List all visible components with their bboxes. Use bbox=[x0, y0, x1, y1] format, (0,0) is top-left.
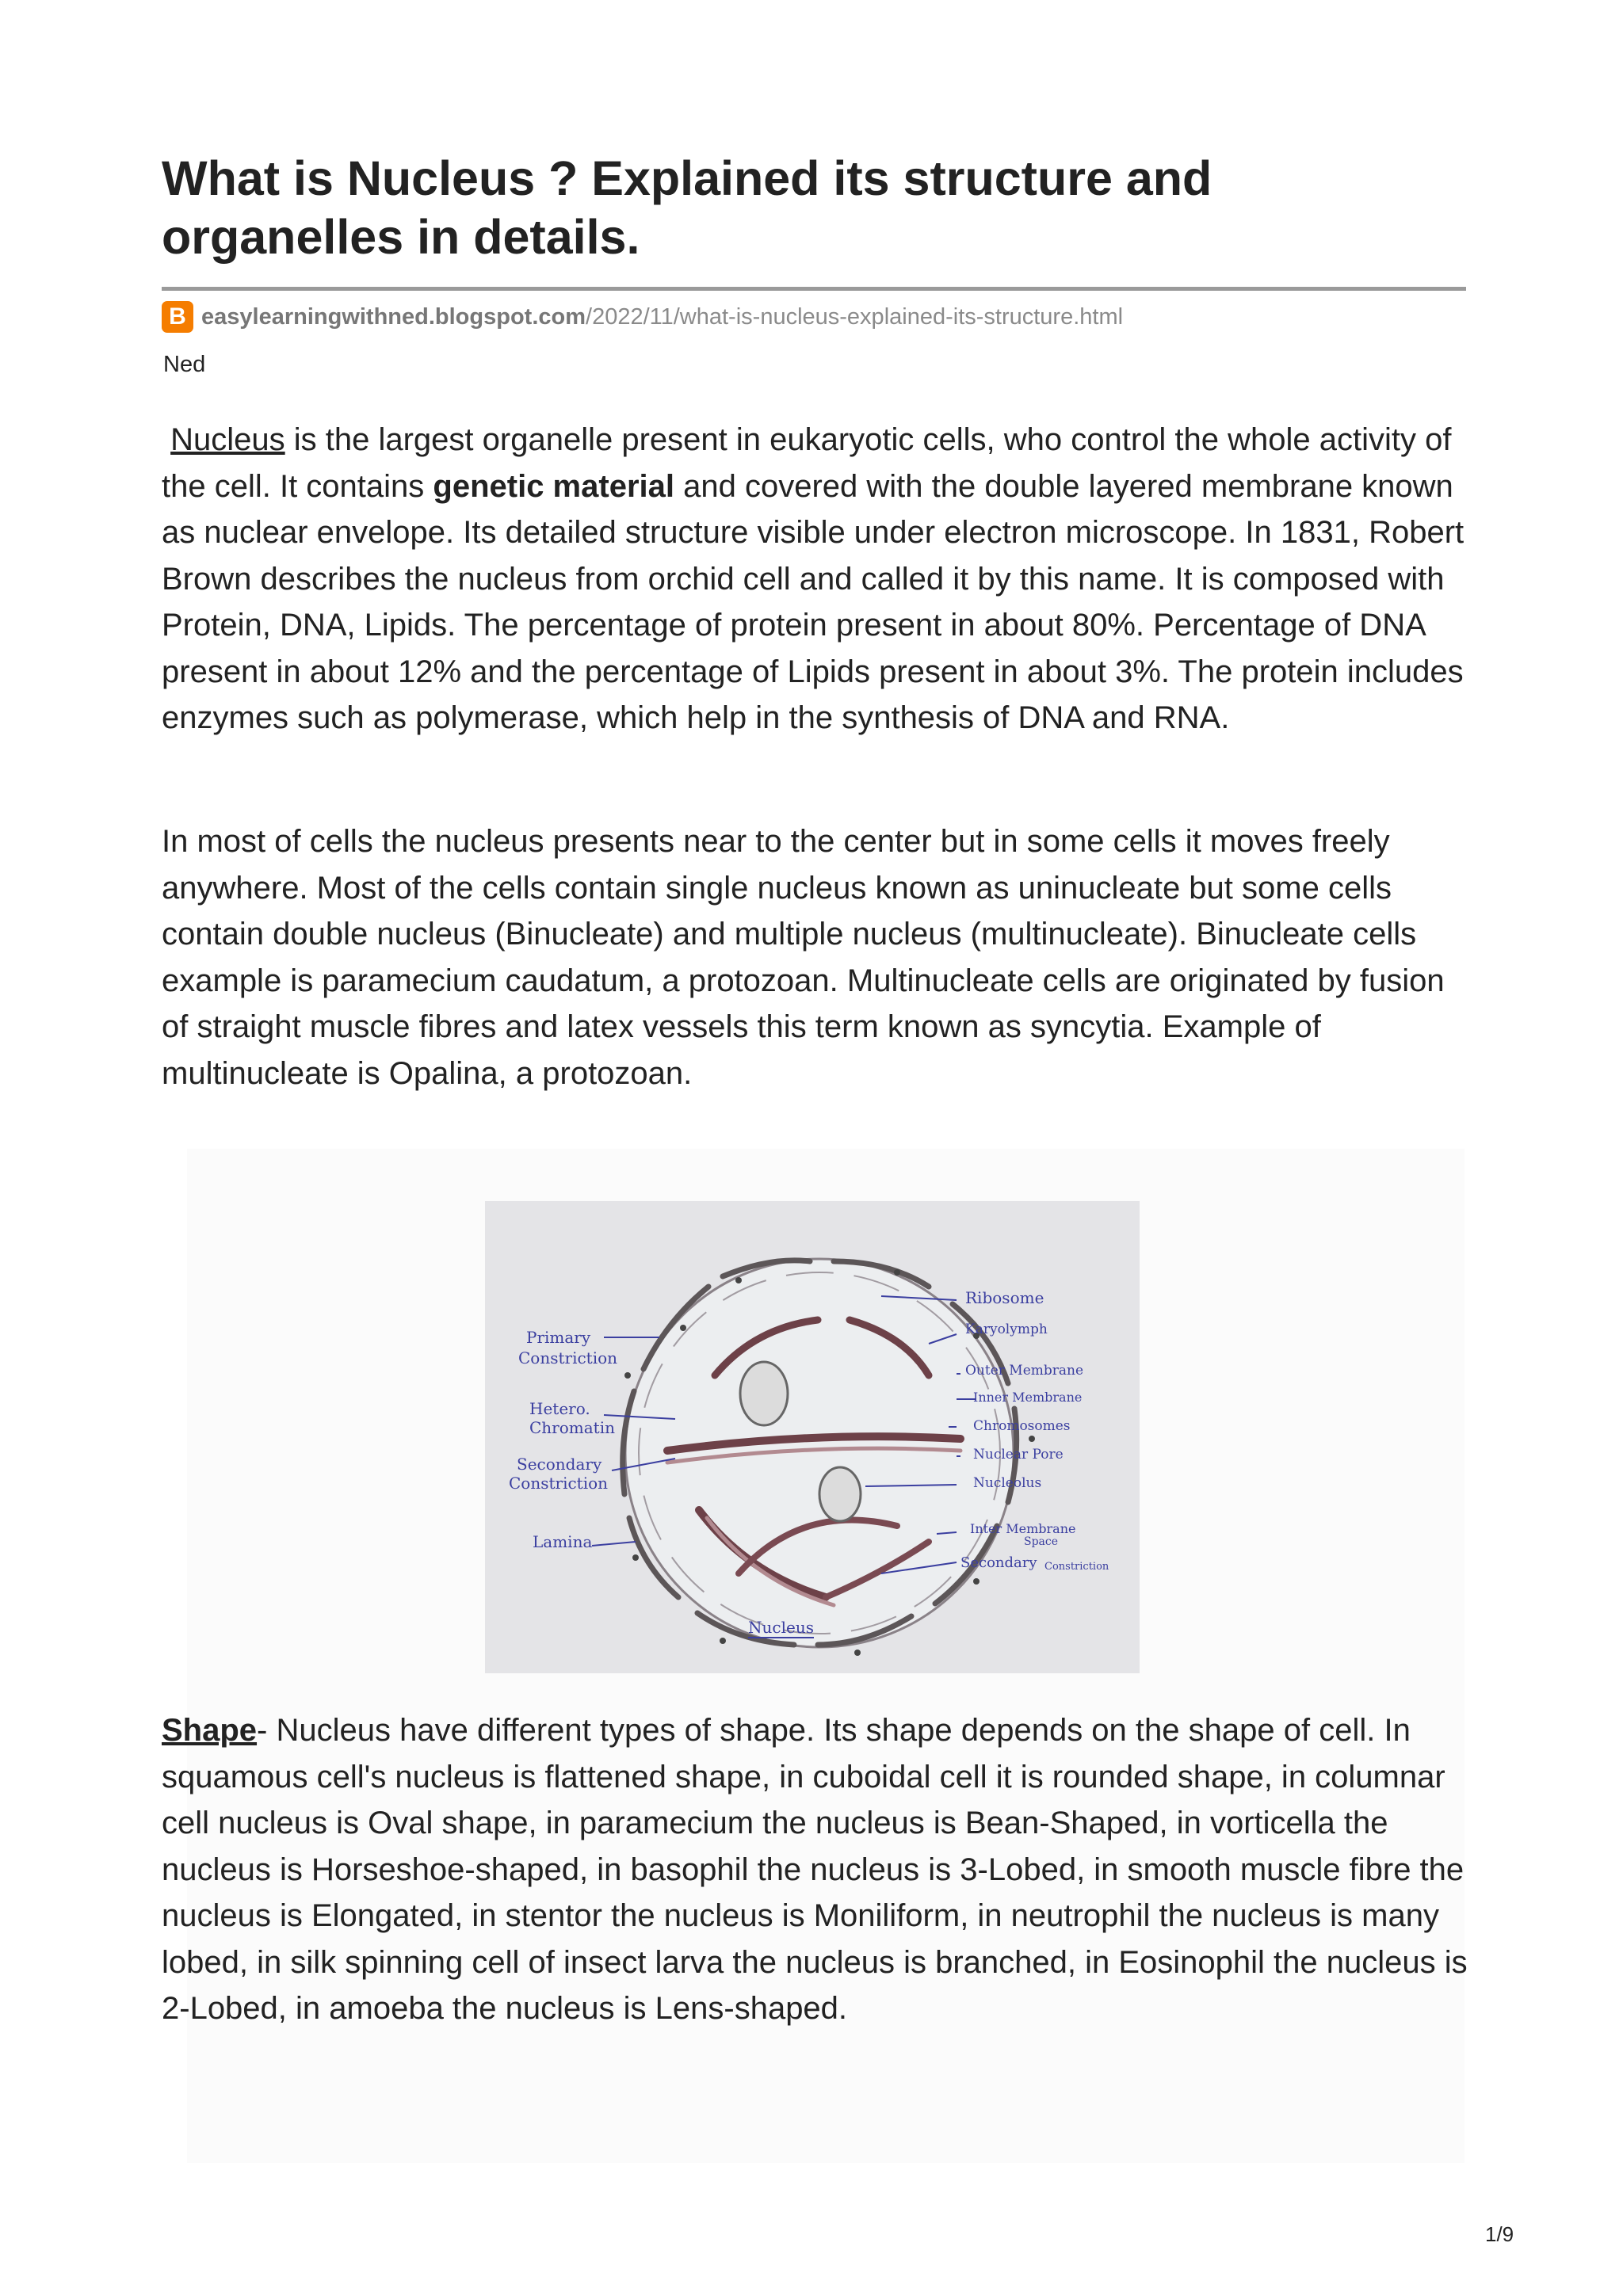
title-divider bbox=[162, 287, 1466, 291]
shape-heading[interactable]: Shape bbox=[162, 1713, 258, 1748]
label-outer-membrane: Outer Membrane bbox=[965, 1363, 1084, 1379]
source-domain[interactable]: easylearningwithned.blogspot.com bbox=[201, 303, 586, 330]
blogger-icon: B bbox=[162, 301, 193, 333]
label-chromosomes: Chromosomes bbox=[973, 1418, 1071, 1434]
label-primary: Primary bbox=[526, 1328, 591, 1347]
nucleus-link[interactable]: Nucleus bbox=[170, 422, 285, 457]
diagram-label-layer bbox=[485, 1201, 1140, 1673]
label-secondary-left: Secondary bbox=[517, 1455, 602, 1474]
label-secondary-right: Secondary bbox=[960, 1554, 1037, 1571]
label-karyolymph: Karyolymph bbox=[965, 1322, 1048, 1337]
article-title: What is Nucleus ? Explained its structure and organelles in details. bbox=[162, 151, 1212, 264]
intro-paragraph bbox=[162, 417, 1469, 742]
location-paragraph: In most of cells the nucleus presents near to the center but in some cells it moves freely anywhere. Most of the cells contain single nucleus known as uninucleate but some cells contain double nucleus (Binucleate) and multiple nucleus (multinucleate). Binucleate cells example is paramecium caudatum, a protozoan. Multinucleate cells are originated by fusion of straight muscle fibres and latex vessels this term known as syncytia. Example of multinucleate is Opalina, a protozoan. bbox=[162, 824, 1445, 1091]
author-name: Ned bbox=[163, 352, 206, 377]
label-inner-membrane: Inner Membrane bbox=[973, 1390, 1083, 1405]
label-hetero: Hetero. bbox=[529, 1399, 590, 1418]
nucleus-diagram bbox=[485, 1201, 1140, 1673]
shape-paragraph bbox=[162, 1707, 1469, 2032]
intro-text-b: and covered with the double layered membrane known as nuclear envelope. Its detailed structure visible under electron microscope. In 1831, Robert Brown describes the nucleus from orchid cell and called it by this name. It is composed with Protein, DNA, Lipids. The percentage of protein present in about 80%. Percentage of DNA present in about 12% and the percentage of Lipids present in about 3%. The protein includes enzymes such as polymerase, which help in the synthesis of DNA and RNA. bbox=[162, 468, 1465, 735]
label-ribosome: Ribosome bbox=[965, 1288, 1044, 1307]
label-nucleolus: Nucleolus bbox=[973, 1475, 1042, 1491]
intro-text-a: is the largest organelle present in eukaryotic cells, who control the whole activity of the cell. It contains bbox=[162, 422, 1452, 504]
label-inter-membrane: Inter Membrane bbox=[970, 1521, 1076, 1536]
label-lamina: Lamina bbox=[533, 1532, 593, 1551]
label-secondary-constriction-right: Constriction bbox=[1044, 1561, 1109, 1573]
diagram-caption: Nucleus bbox=[748, 1618, 814, 1637]
label-chromatin: Chromatin bbox=[529, 1418, 615, 1437]
label-primary-constriction: Constriction bbox=[518, 1348, 618, 1367]
source-line bbox=[162, 299, 1123, 334]
source-path[interactable]: /2022/11/what-is-nucleus-explained-its-structure.html bbox=[586, 303, 1124, 330]
genetic-material-bold: genetic material bbox=[433, 468, 674, 504]
label-secondary-constriction-left: Constriction bbox=[509, 1474, 609, 1493]
page-number: 1/9 bbox=[1485, 2222, 1514, 2246]
label-nuclear-pore: Nuclear Pore bbox=[973, 1447, 1064, 1463]
shape-text: - Nucleus have different types of shape. Its shape depends on the shape of cell. In squamous cell's nucleus is flattened shape, in cuboidal cell it is rounded shape, in columnar cell nucleus is Oval shape, in paramecium the nucleus is Bean-Shaped, in vorticella the nucleus is Horseshoe-shaped, in basophil the nucleus is 3-Lobed, in smooth muscle fibre the nucleus is Elongated, in stentor the nucleus is Moniliform, in neutrophil the nucleus is many lobed, in silk spinning cell of insect larva the nucleus is branched, in Eosinophil the nucleus is 2-Lobed, in amoeba the nucleus is Lens-shaped. bbox=[162, 1713, 1468, 2026]
label-space: Space bbox=[1024, 1535, 1059, 1548]
